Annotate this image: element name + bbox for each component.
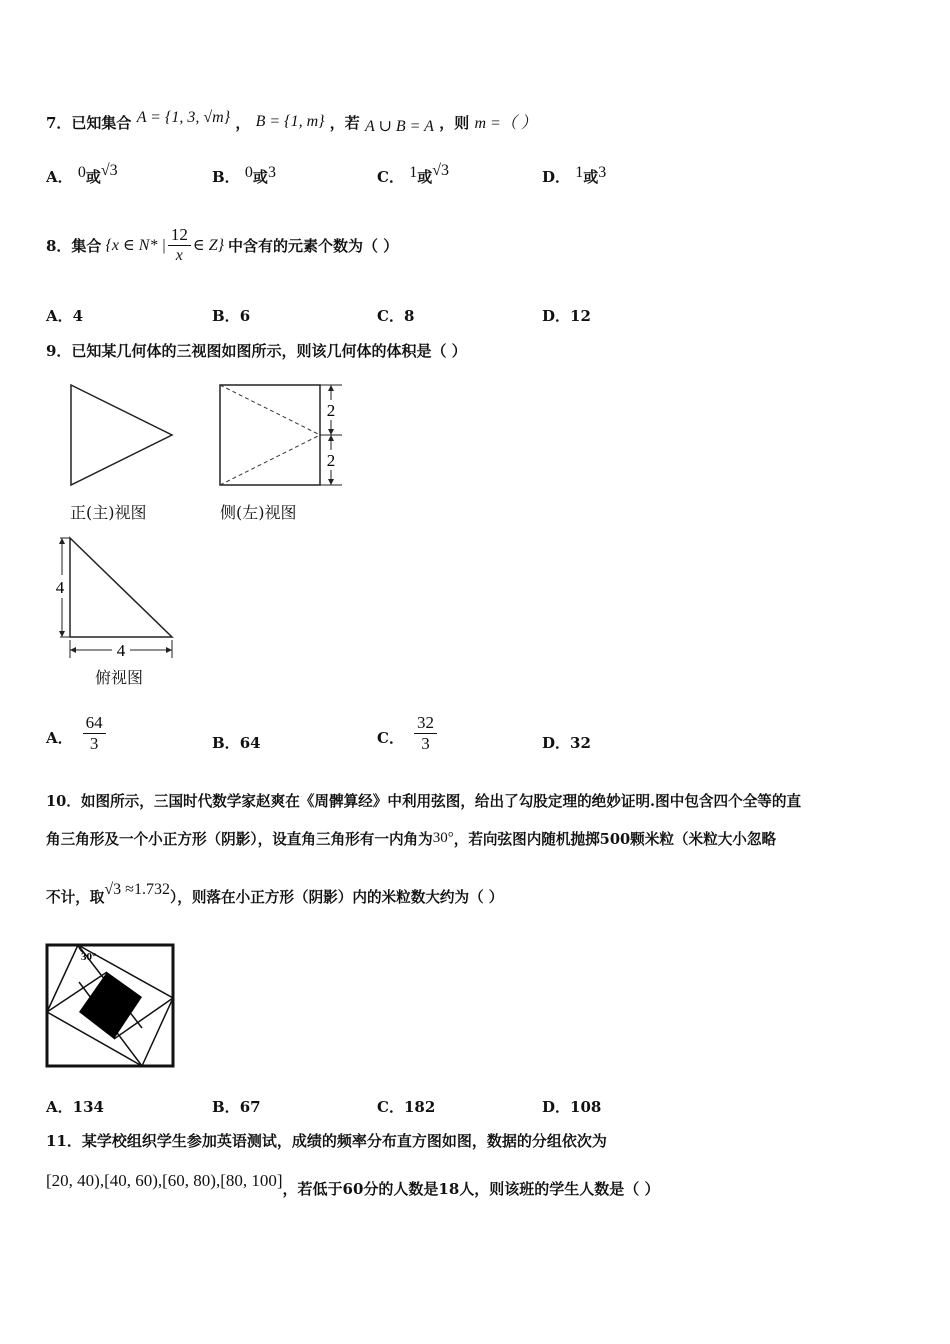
option-letter: A． [46,729,73,747]
q8-prefix: 8．集合 [46,236,102,255]
q10-option-a[interactable] [46,1096,104,1117]
zhao-shuang-diagram [44,942,178,1072]
q9-option-c[interactable] [377,704,437,754]
dimension-label-height: 4 [55,578,65,597]
q8-set-left: {x ∈ N* | [105,237,166,254]
option-value: 3 [267,164,276,181]
option-value: 64 [239,734,261,752]
option-or: 或 [417,168,433,186]
option-letter: C． [377,729,404,747]
q7-sep1: ， [235,114,251,132]
option-value: 12 [570,307,591,325]
q10-approx: √3 ≈1.732 [104,881,170,898]
dimension-label-width: 4 [116,641,126,660]
q7-sep2: ，若 [329,114,360,132]
q7-ask: m =（ ） [474,115,537,132]
q10-line-2-text: ，若向弦图内随机抛掷500颗米粒（米粒大小忽略 [453,831,777,848]
q11-line-1: 11．某学校组织学生参加英语测试，成绩的频率分布直方图如图，数据的分组依次为 [46,1132,607,1150]
q7-prefix: 7．已知集合 [46,114,132,132]
option-letter: A． [46,1098,73,1116]
top-view-figure [46,530,186,665]
option-letter: C． [377,1098,404,1116]
q8-frac-num: 12 [168,225,191,246]
dimension-label-upper: 2 [326,401,336,420]
angle-label: 30° [81,951,97,963]
q10-option-b[interactable] [212,1096,261,1117]
q10-option-d[interactable] [542,1096,601,1117]
q8-frac-den: x [175,246,183,264]
q10-line-3 [46,881,504,907]
option-value: √3 [432,162,449,179]
dimension-arrow [70,647,76,653]
q8-option-d[interactable] [542,305,591,326]
option-value: 32 [570,734,591,752]
q8-suffix: 中含有的元素个数为（ ） [228,236,399,255]
option-or: 或 [85,168,101,186]
option-letter: B． [212,168,240,186]
front-view-caption: 正(主)视图 [70,503,147,522]
q11-line-2-text: ，若低于60分的人数是18人，则该班的学生人数是（ ） [282,1180,660,1198]
dimension-arrow [59,538,65,544]
option-letter: D． [542,307,571,325]
side-view-caption: 侧(左)视图 [220,503,297,522]
side-view-figure [210,378,350,493]
dimension-label-lower: 2 [326,451,336,470]
q8-option-c[interactable] [377,305,414,326]
q8-fraction [168,225,191,266]
front-view-figure [60,378,190,493]
option-value: 8 [403,307,415,325]
q8-option-a[interactable] [46,305,83,326]
option-letter: A． [46,168,73,186]
option-value: 1 [409,164,418,181]
q9-option-b[interactable] [212,732,261,753]
q7-set-a: A = {1, 3, √m} [136,109,231,126]
q10-line-3-text: 不计，取 [46,889,105,906]
option-letter: B． [212,734,240,752]
dimension-arrow [166,647,172,653]
question-7 [46,110,537,133]
fraction-numerator: 32 [414,713,437,734]
option-value: √3 [100,162,118,179]
option-value: 67 [239,1098,261,1116]
option-letter: B． [212,307,240,325]
front-view-triangle [71,385,172,485]
q10-angle: 30° [432,830,454,846]
q8-option-b[interactable] [212,305,250,326]
option-letter: A． [46,307,73,325]
option-or: 或 [583,168,599,186]
option-value: 134 [72,1098,104,1116]
q11-line-2 [46,1171,660,1199]
dimension-arrow [328,435,334,441]
option-fraction [83,713,106,754]
question-8 [46,222,398,268]
option-letter: D． [542,1098,571,1116]
option-value: 1 [575,164,584,181]
fraction-denominator: 3 [89,734,99,753]
side-view-hidden-edge [220,385,320,435]
q7-option-b[interactable] [212,166,276,187]
q7-sep3: ，则 [439,114,470,132]
option-or: 或 [252,168,268,186]
q11-groups: [20, 40),[40, 60),[60, 80),[80, 100] [46,1171,283,1190]
option-fraction [414,713,437,754]
option-value: 3 [598,164,607,181]
option-letter: C． [377,307,404,325]
fraction-numerator: 64 [83,713,106,734]
q9-option-a[interactable] [46,704,106,754]
q7-option-a[interactable] [46,162,118,187]
option-letter: D． [542,168,571,186]
q7-option-c[interactable] [377,162,449,187]
q7-option-d[interactable] [542,166,606,187]
option-letter: D． [542,734,571,752]
q10-line-3-text: ），则落在小正方形（阴影）内的米粒数大约为（ ） [169,889,504,906]
q8-set-right: ∈ Z} [192,237,224,254]
q7-condition: A ∪ B = A [365,118,434,135]
dimension-arrow [328,479,334,485]
option-value: 108 [570,1098,602,1116]
dimension-arrow [328,385,334,391]
dimension-arrow [328,429,334,435]
side-view-hidden-edge [220,435,320,485]
shaded-small-square [79,972,142,1039]
question-9: 9．已知某几何体的三视图如图所示，则该几何体的体积是（ ） [46,342,467,360]
q10-line-1: 10．如图所示，三国时代数学家赵爽在《周髀算经》中利用弦图，给出了勾股定理的绝妙证明.图中包含四个全等的直 [46,793,802,810]
option-letter: B． [212,1098,240,1116]
q7-set-b: B = {1, m} [255,113,325,130]
option-value: 0 [77,164,86,181]
option-value: 0 [244,164,253,181]
option-value: 182 [403,1098,436,1116]
q9-option-d[interactable] [542,732,591,753]
option-letter: C． [377,168,404,186]
dimension-arrow [59,631,65,637]
q10-option-c[interactable] [377,1096,435,1117]
option-value: 6 [239,307,251,325]
fraction-denominator: 3 [421,734,430,753]
top-view-caption: 俯视图 [95,668,144,687]
top-view-triangle [70,538,172,637]
q10-line-2 [46,828,776,849]
side-view-square [220,385,320,485]
option-value: 4 [72,307,84,325]
q10-line-2-text: 角三角形及一个小正方形（阴影），设直角三角形有一内角为 [46,831,433,848]
